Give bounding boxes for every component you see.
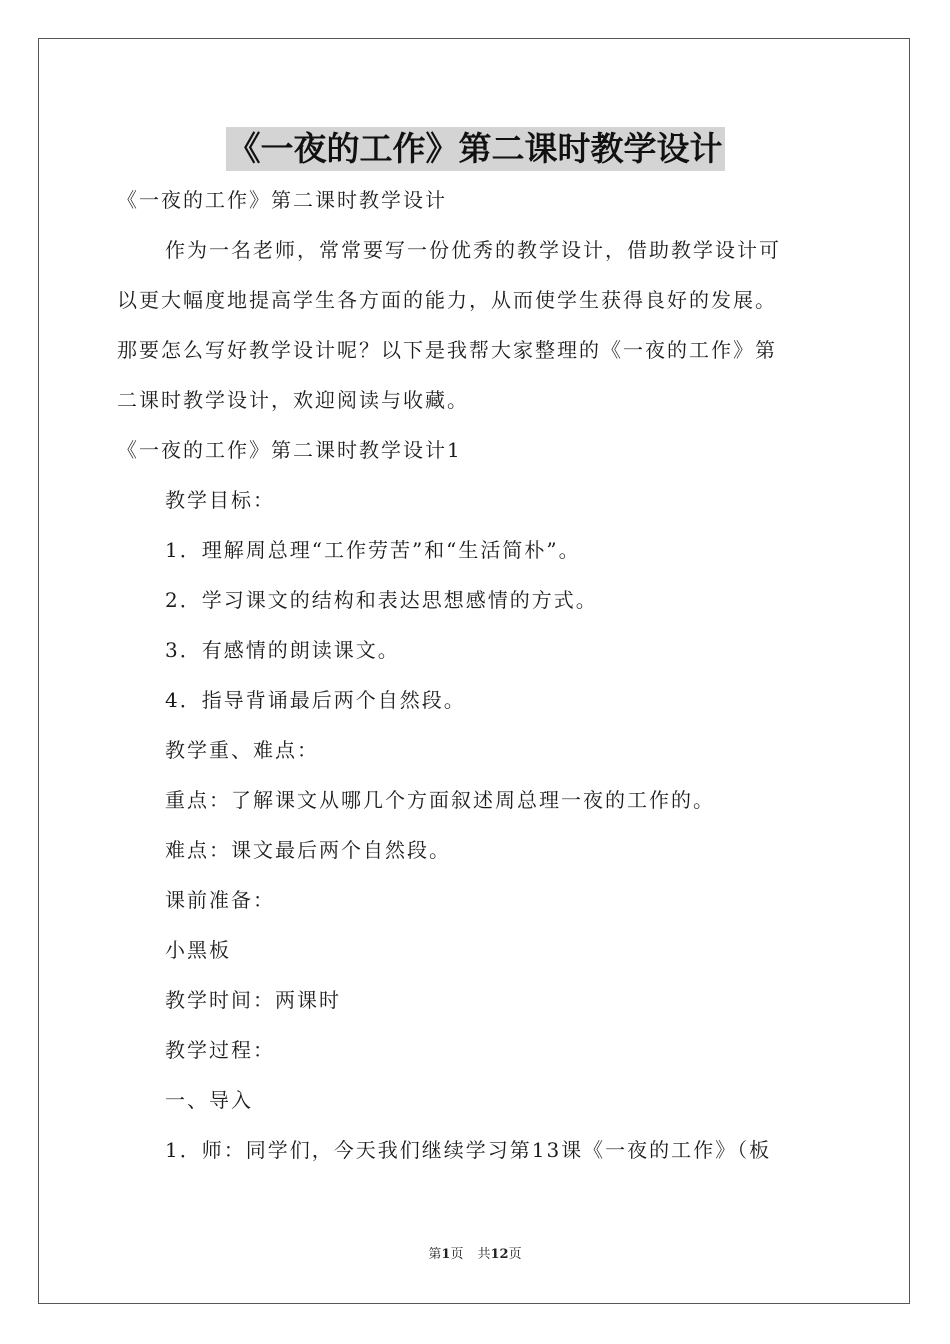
document-title: 《一夜的工作》第二课时教学设计	[226, 127, 725, 171]
intro-paragraph-line-3: 那要怎么写好教学设计呢？以下是我帮大家整理的《一夜的工作》第	[117, 338, 777, 362]
goal-item-2: 2．学习课文的结构和表达思想感情的方式。	[165, 588, 598, 612]
footer-total-prefix: 共	[477, 1247, 491, 1262]
intro-paragraph-line-4: 二课时教学设计，欢迎阅读与收藏。	[117, 388, 469, 412]
footer-page-suffix: 页	[450, 1247, 464, 1262]
preparation-label: 课前准备：	[165, 888, 275, 912]
title-container	[0, 127, 950, 171]
step-item-1: 1．师：同学们，今天我们继续学习第13课《一夜的工作》（板	[165, 1138, 772, 1162]
step-heading: 一、导入	[165, 1088, 253, 1112]
footer-page-prefix: 第	[428, 1247, 442, 1262]
goal-item-4: 4．指导背诵最后两个自然段。	[165, 688, 466, 712]
intro-paragraph-line-2: 以更大幅度地提高学生各方面的能力，从而使学生获得良好的发展。	[117, 288, 777, 312]
section-heading: 《一夜的工作》第二课时教学设计1	[117, 438, 462, 462]
key-points-label: 教学重、难点：	[165, 738, 319, 762]
key-point-line: 重点：了解课文从哪几个方面叙述周总理一夜的工作的。	[165, 788, 715, 812]
footer-page-number: 1	[441, 1247, 451, 1262]
goal-item-1: 1．理解周总理“工作劳苦”和“生活简朴”。	[165, 538, 581, 562]
intro-paragraph-line-1: 作为一名老师，常常要写一份优秀的教学设计，借助教学设计可	[165, 238, 781, 262]
process-label: 教学过程：	[165, 1038, 275, 1062]
goals-label: 教学目标：	[165, 488, 275, 512]
difficulty-line: 难点：课文最后两个自然段。	[165, 838, 451, 862]
subtitle-line: 《一夜的工作》第二课时教学设计	[117, 188, 447, 212]
footer-total-suffix: 页	[508, 1247, 522, 1262]
preparation-item: 小黑板	[165, 938, 231, 962]
goal-item-3: 3．有感情的朗读课文。	[165, 638, 400, 662]
footer-total-pages: 12	[490, 1247, 509, 1262]
teaching-time-line: 教学时间：两课时	[165, 988, 341, 1012]
page-footer	[0, 1246, 950, 1264]
